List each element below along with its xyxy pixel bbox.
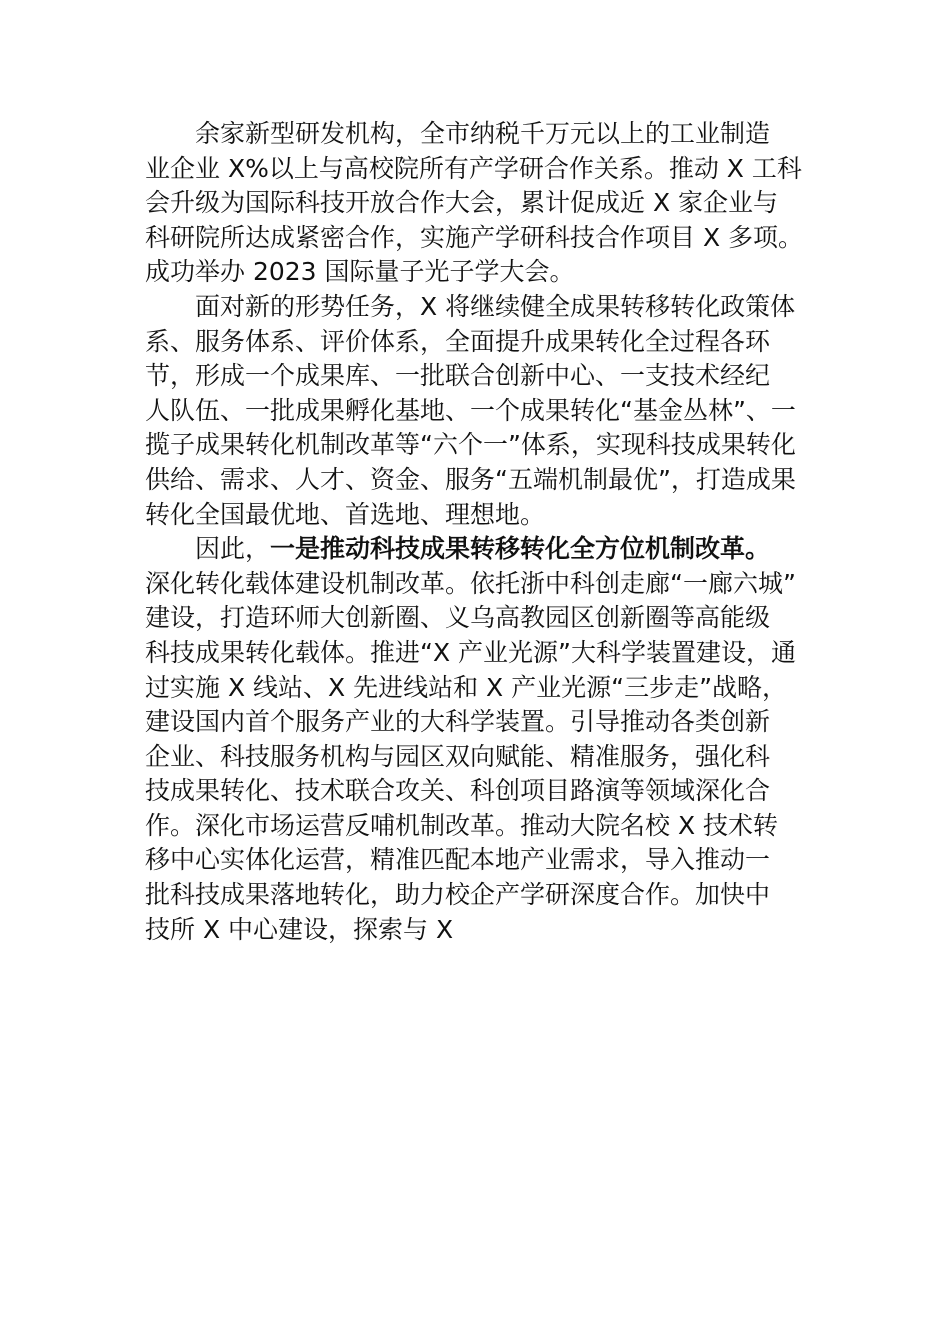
text-line: 成功举办 2023 国际量子光子学大会。 — [145, 257, 575, 287]
text-line: 揽子成果转化机制改革等“六个一”体系，实现科技成果转化 — [145, 430, 796, 460]
text-line: 企业、科技服务机构与园区双向赋能、精准服务，强化科 — [145, 741, 771, 771]
text-lead: 因此， — [195, 534, 271, 564]
text-line: 人队伍、一批成果孵化基地、一个成果转化“基金丛林”、一 — [145, 395, 796, 425]
bold-heading: 一是推动科技成果转移转化全方位机制改革。 — [270, 534, 771, 564]
text-line: 系、服务体系、评价体系，全面提升成果转化全过程各环 — [145, 326, 771, 356]
text-line: 会升级为国际科技开放合作大会，累计促成近 X 家企业与 — [145, 188, 779, 218]
text-line: 过实施 X 线站、X 先进线站和 X 产业光源“三步走”战略， — [145, 672, 788, 702]
text-line: 技成果转化、技术联合攻关、科创项目路演等领域深化合 — [145, 776, 771, 806]
text-line: 科技成果转化载体。推进“X 产业光源”大科学装置建设，通 — [145, 637, 796, 667]
text-line: 作。深化市场运营反哺机制改革。推动大院名校 X 技术转 — [145, 810, 779, 840]
text-line: 移中心实体化运营，精准匹配本地产业需求，导入推动一 — [145, 845, 771, 875]
text-line: 深化转化载体建设机制改革。依托浙中科创走廊“一廊六城” — [145, 568, 796, 598]
text-line: 技所 X 中心建设，探索与 X — [145, 914, 454, 944]
text-line: 面对新的形势任务，X 将继续健全成果转移转化政策体 — [195, 291, 796, 321]
text-line: 业企业 X%以上与高校院所有产学研合作关系。推动 X 工科 — [145, 153, 802, 183]
text-line: 供给、需求、人才、资金、服务“五端机制最优”，打造成果 — [145, 464, 796, 494]
text-line-heading — [145, 532, 810, 567]
text-line: 建设国内首个服务产业的大科学装置。引导推动各类创新 — [145, 707, 771, 737]
text-line: 科研院所达成紧密合作，实施产学研科技合作项目 X 多项。 — [145, 222, 804, 252]
text-line: 节，形成一个成果库、一批联合创新中心、一支技术经纪 — [145, 361, 771, 391]
text-line: 建设，打造环师大创新圈、义乌高教园区创新圈等高能级 — [145, 603, 771, 633]
text-line: 转化全国最优地、首选地、理想地。 — [145, 499, 546, 529]
text-line: 批科技成果落地转化，助力校企产学研深度合作。加快中 — [145, 880, 771, 910]
text-line: 余家新型研发机构，全市纳税千万元以上的工业制造 — [195, 119, 771, 148]
document-body — [145, 117, 810, 947]
